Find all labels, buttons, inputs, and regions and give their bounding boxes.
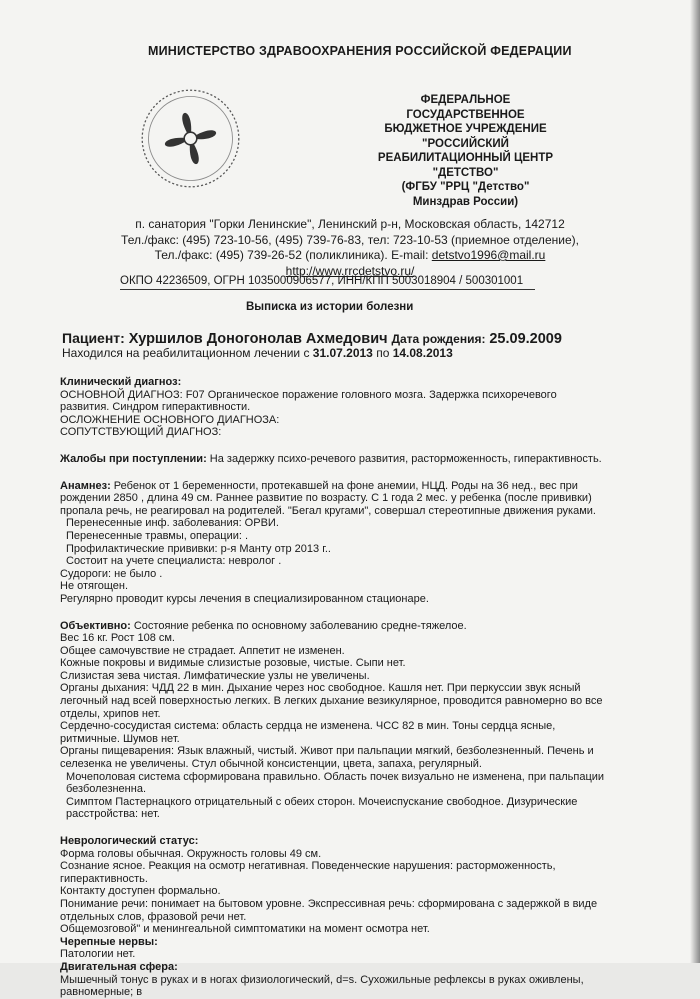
anamnesis-line: Профилактические прививки: р-я Манту отр 2013 г.. [66, 542, 331, 555]
website-link[interactable]: http://www.rrcdetstvo.ru/ [285, 263, 415, 278]
objective-line: Слизистая зева чистая. Лимфатические узлы не увеличены. [60, 669, 370, 682]
ministry-title: МИНИСТЕРСТВО ЗДРАВООХРАНЕНИЯ РОССИЙСКОЙ ФЕДЕРАЦИИ [148, 44, 572, 58]
stay-line [62, 346, 453, 360]
objective-line: Симптом Пастернацкого отрицательный с обеих сторон. Мочеиспускание свободное. Дизурические расстройства: нет. [66, 795, 578, 821]
neuro-line: Понимание речи: понимает на бытовом уровне. Экспрессивная речь: сформирована с задержкой в виде отдельных слов, фразовой речи нет. [60, 897, 598, 923]
anamnesis-label: Анамнез: [60, 479, 111, 492]
clinic-logo-icon [138, 86, 243, 191]
org-line: РЕАБИЛИТАЦИОННЫЙ ЦЕНТР [377, 152, 554, 164]
cranial-nerves-text: Патологии нет. [60, 948, 136, 961]
phone-line-2-text: Тел./факс: (495) 739-26-52 (поликлиника). E-mail: [154, 248, 432, 262]
patient-line [62, 330, 562, 347]
org-line: БЮДЖЕТНОЕ УЧРЕЖДЕНИЕ [384, 123, 547, 135]
header-divider [120, 289, 535, 290]
page-edge-shadow [690, 0, 700, 963]
anamnesis-paragraph [60, 480, 608, 518]
stay-text: Находился на реабилитационном лечении с [62, 346, 313, 360]
main-diagnosis: ОСНОВНОЙ ДИАГНОЗ: F07 Органическое поражение головного мозга. Задержка психоречевого развития. Синдром гиперактивности. [60, 388, 557, 414]
dob-label: Дата рождения: [391, 332, 486, 346]
email-link[interactable]: detstvo1996@mail.ru [431, 248, 546, 262]
neuro-status-heading: Неврологический статус: [60, 835, 199, 847]
neuro-line: Общемозговой" и менингеальной симптоматики на момент осмотра нет. [60, 923, 430, 936]
patient-name: Хуршилов Доногонолав Ахмедович [128, 331, 388, 347]
objective-label: Объективно: [60, 619, 131, 632]
anamnesis-line: Состоит на учете специалиста: невролог . [66, 555, 282, 568]
anamnesis-text: Ребенок от 1 беременности, протекавшей на фоне анемии, НЦД. Роды на 36 нед., вес при рождении 2850 , длина 49 см. Раннее развитие по возрасту. С 1 года 2 мес. у ребенка (после прививки) пропала речь, не реагировал на родителей. "Бегал кругами", совершал стереотипные движения руками. [60, 479, 596, 517]
motor-sphere-heading: Двигательная сфера: [60, 960, 178, 973]
neuro-line: Контакту доступен формально. [60, 885, 221, 898]
clinical-diagnosis-heading: Клинический диагноз: [60, 376, 182, 388]
patient-dob: 25.09.2009 [489, 331, 562, 347]
stay-to-word: по [372, 346, 393, 360]
objective-line: Органы пищеварения: Язык влажный, чистый. Живот при пальпации мягкий, безболезненный. Печень и селезенка не увеличены. Стул обычной консистенции, цвета, запаха, регулярный. [60, 745, 594, 771]
objective-line: Вес 16 кг. Рост 108 см. [60, 632, 175, 645]
address-line: п. санатория "Горки Ленинские", Ленинский р-н, Московская область, 142712 [135, 217, 565, 231]
objective-line: Общее самочувствие не страдает. Аппетит не изменен. [60, 644, 345, 657]
record-body [60, 376, 608, 999]
motor-sphere-text: Мышечный тонус в руках и в ногах физиологический, d=s. Сухожильные рефлексы в руках оживлены, равномерные; в [60, 973, 584, 999]
objective-line: Кожные покровы и видимые слизистые розовые, чистые. Сыпи нет. [60, 657, 406, 670]
objective-paragraph [60, 620, 608, 633]
phone-line-2 [100, 248, 600, 264]
contact-block [100, 217, 600, 279]
phone-line-1: Тел./факс: (495) 723-10-56, (495) 739-76-83, тел: 723-10-53 (приемное отделение), [121, 232, 579, 247]
objective-line: Органы дыхания: ЧДД 22 в мин. Дыхание через нос свободное. Кашля нет. При перкуссии звук ясный легочный над всей поверхностью легких. В легких дыхание везикулярное, проводится равномерно во все отделы, хрипов нет. [60, 682, 603, 720]
org-line: Минздрав России) [412, 195, 519, 208]
complaints-label: Жалобы при поступлении: [60, 452, 207, 465]
complication-diagnosis: ОСЛОЖНЕНИЕ ОСНОВНОГО ДИАГНОЗА: [60, 413, 280, 426]
objective-line: Мочеполовая система сформирована правильно. Область почек визуально не изменена, при пальпации безболезненна. [66, 770, 605, 796]
cranial-nerves-heading: Черепные нервы: [60, 935, 158, 948]
objective-line: Сердечно-сосудистая система: область сердца не изменена. ЧСС 82 в мин. Тоны сердца ясные, ритмичные. Шумов нет. [60, 720, 556, 745]
complaints-text: На задержку психо-речевого развития, расторможенность, гиперактивность. [206, 452, 602, 465]
org-line: ФЕДЕРАЛЬНОЕ ГОСУДАРСТВЕННОЕ [406, 94, 525, 121]
org-line: (ФГБУ "РРЦ "Детство" [401, 181, 530, 193]
organization-block [368, 93, 563, 209]
org-line: "ДЕТСТВО" [432, 166, 499, 179]
anamnesis-line: Судороги: не было . [60, 567, 163, 580]
anamnesis-line: Не отягощен. [60, 580, 129, 593]
anamnesis-line: Регулярно проводит курсы лечения в специализированном стационаре. [60, 592, 429, 605]
org-line: "РОССИЙСКИЙ [422, 137, 509, 150]
patient-label: Пациент: [62, 330, 125, 346]
concomitant-diagnosis: СОПУТСТВУЮЩИЙ ДИАГНОЗ: [60, 426, 222, 439]
document-title: Выписка из истории болезни [246, 301, 414, 313]
neuro-line: Форма головы обычная. Окружность головы 49 см. [60, 847, 322, 860]
complaints-paragraph [60, 453, 608, 466]
objective-text: Состояние ребенка по основному заболеванию средне-тяжелое. [130, 619, 467, 632]
neuro-line: Сознание ясное. Реакция на осмотр негативная. Поведенческие нарушения: расторможенность, гиперактивность. [60, 860, 556, 885]
registration-ids: ОКПО 42236509, ОГРН 1035000906577, ИНН/КПП 5003018904 / 500301001 [120, 275, 524, 287]
anamnesis-line: Перенесенные травмы, операции: . [66, 529, 249, 542]
stay-from-date: 31.07.2013 [312, 346, 373, 360]
stay-to-date: 14.08.2013 [392, 346, 453, 360]
anamnesis-line: Перенесенные инф. заболевания: ОРВИ. [66, 517, 279, 530]
